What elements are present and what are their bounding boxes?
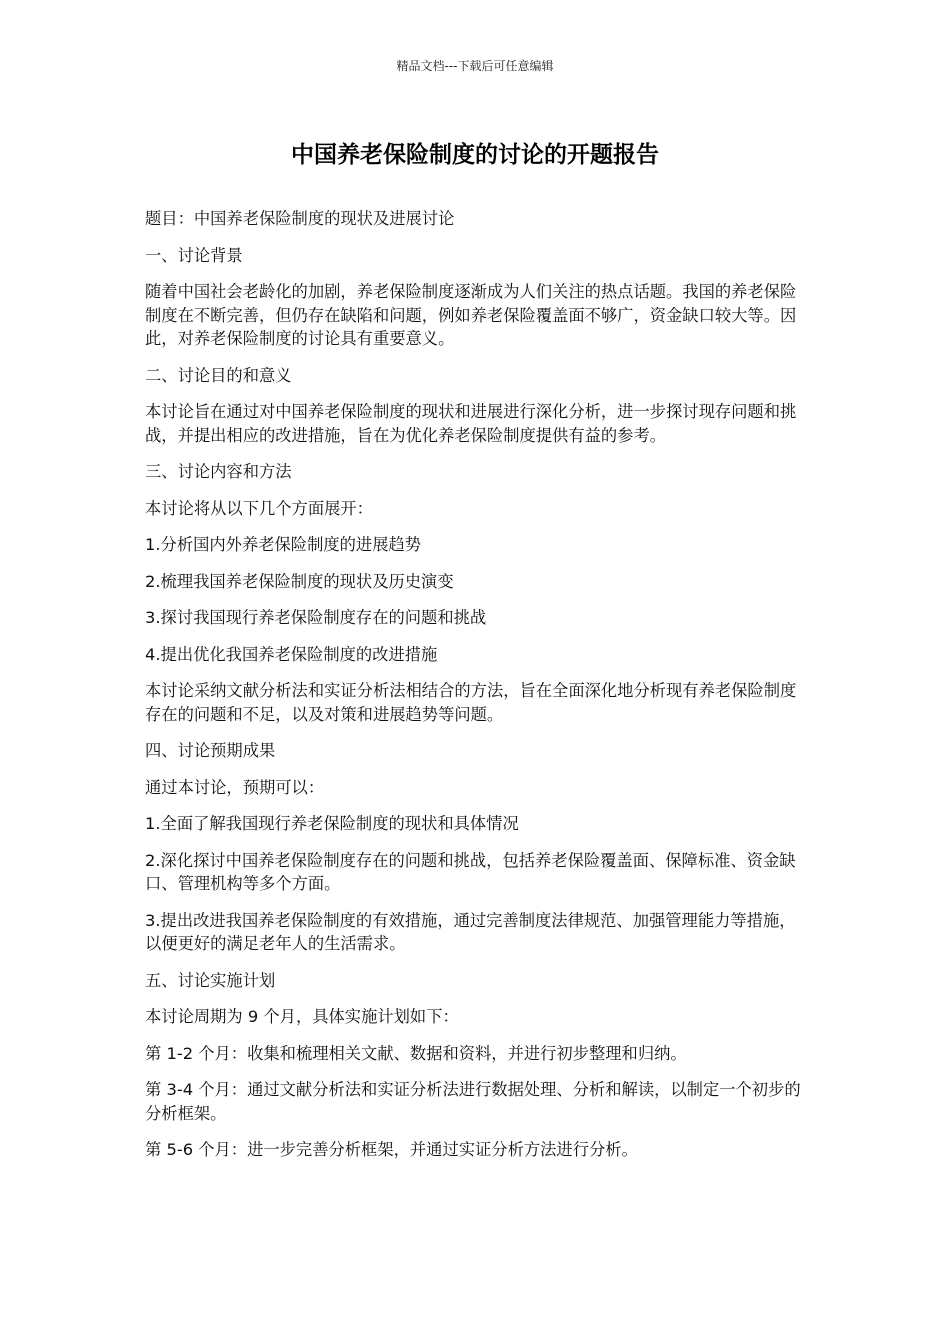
list-item: 1.全面了解我国现行养老保险制度的现状和具体情况 (145, 814, 519, 833)
paragraph: 通过本讨论，预期可以： (145, 777, 325, 797)
section-heading: 四、讨论预期成果 (145, 741, 276, 760)
list-item: 3.探讨我国现行养老保险制度存在的问题和挑战 (145, 608, 487, 627)
document-title: 中国养老保险制度的讨论的开题报告 (291, 142, 659, 168)
paragraph: 本讨论周期为 9 个月，具体实施计划如下： (145, 1007, 459, 1026)
list-item: 3.提出改进我国养老保险制度的有效措施，通过完善制度法律规范、加强管理能力等措施，以便更好的满足老年人的生活需求。 (145, 910, 796, 953)
paragraph: 本讨论旨在通过对中国养老保险制度的现状和进展进行深化分析，进一步探讨现存问题和挑战，并提出相应的改进措施，旨在为优化养老保险制度提供有益的参考。 (145, 402, 797, 445)
section-heading: 三、讨论内容和方法 (145, 462, 292, 481)
section-heading: 一、讨论背景 (145, 245, 243, 265)
list-item: 1.分析国内外养老保险制度的进展趋势 (145, 535, 422, 554)
plan-item: 第 5-6 个月：进一步完善分析框架，并通过实证分析方法进行分析。 (145, 1140, 638, 1159)
plan-item: 第 1-2 个月：收集和梳理相关文献、数据和资料，并进行初步整理和归纳。 (145, 1043, 687, 1063)
plan-item: 第 3-4 个月：通过文献分析法和实证分析法进行数据处理、分析和解读，以制定一个初步的分析框架。 (145, 1080, 801, 1123)
paragraph: 随着中国社会老龄化的加剧，养老保险制度逐渐成为人们关注的热点话题。我国的养老保险制度在不断完善，但仍存在缺陷和问题，例如养老保险覆盖面不够广，资金缺口较大等。因此，对养老保险制度的讨论具有重要意义。 (145, 282, 797, 348)
list-item: 2.梳理我国养老保险制度的现状及历史演变 (145, 571, 454, 591)
list-item: 2.深化探讨中国养老保险制度存在的问题和挑战，包括养老保险覆盖面、保障标准、资金缺口、管理机构等多个方面。 (145, 850, 796, 893)
list-item: 4.提出优化我国养老保险制度的改进措施 (145, 644, 438, 664)
document-body (145, 207, 805, 1175)
section-heading: 二、讨论目的和意义 (145, 365, 292, 385)
header-note: 精品文档---下载后可任意编辑 (396, 59, 554, 73)
paragraph: 本讨论将从以下几个方面展开： (145, 498, 373, 518)
paragraph-topic: 题目：中国养老保险制度的现状及进展讨论 (145, 209, 455, 228)
paragraph: 本讨论采纳文献分析法和实证分析法相结合的方法，旨在全面深化地分析现有养老保险制度存在的问题和不足，以及对策和进展趋势等问题。 (145, 681, 797, 724)
section-heading: 五、讨论实施计划 (145, 970, 276, 990)
